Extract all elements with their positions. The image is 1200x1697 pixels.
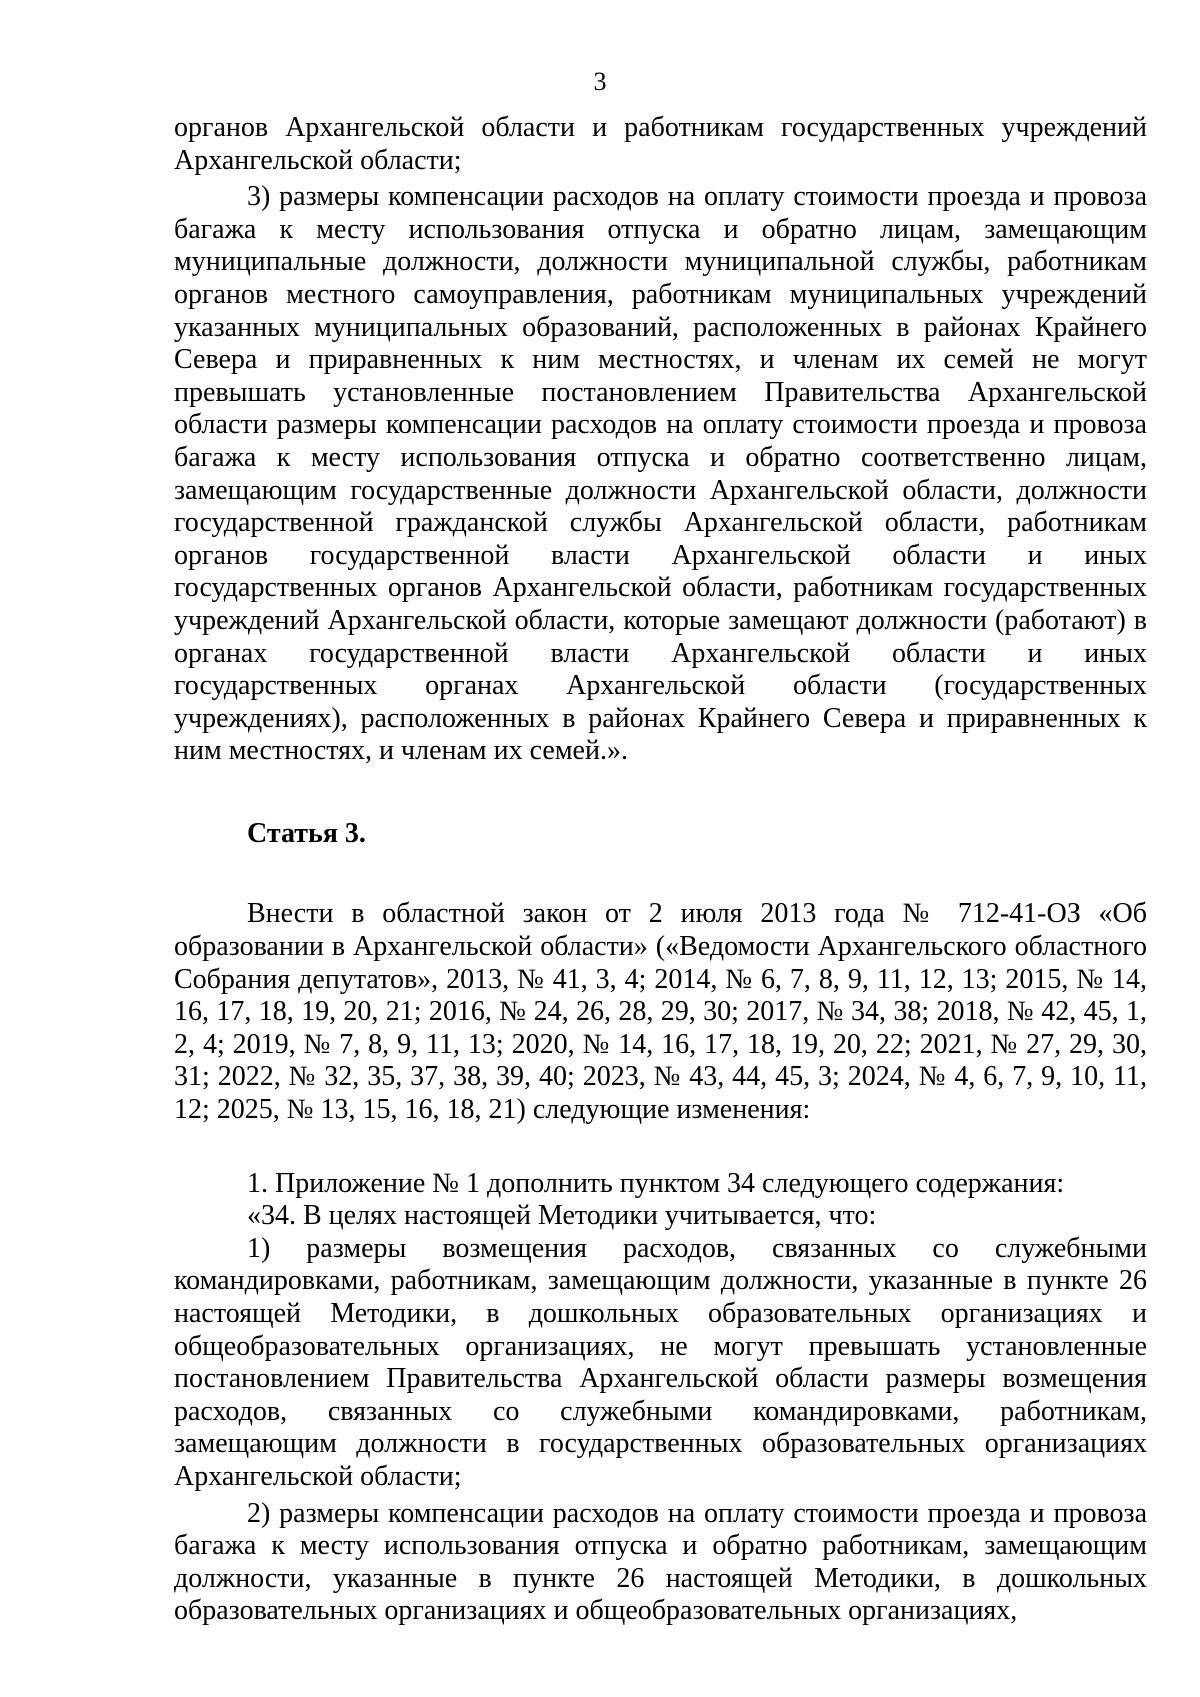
article-title: Статья 3. <box>247 817 366 849</box>
paragraph-subclause-1: 1) размеры возмещения расходов, связанных со служебными командировками, работникам, замещающим должности, указанные в пункте 26 настоящей Методики, в дошкольных образовательных организациях и общеобразовательных организациях, не могут превышать установленные постановлением Правительства Архангельской области размеры возмещения расходов, связанных со служебными командировками, работникам, замещающим должности в государственных образовательных организациях Архангельской области; <box>174 1232 1147 1492</box>
document-body <box>174 112 1147 1628</box>
paragraph-subclause-2: 2) размеры компенсации расходов на оплату стоимости проезда и провоза багажа к месту использования отпуска и обратно работникам, замещающим должности, указанные в пункте 26 настоящей Методики, в дошкольных образовательных организациях и общеобразовательных организациях, <box>174 1497 1147 1627</box>
page-number: 3 <box>593 67 607 96</box>
paragraph-item-3: 3) размеры компенсации расходов на оплату стоимости проезда и провоза багажа к месту использования отпуска и обратно лицам, замещающим муниципальные должности, должности муниципальной службы, работникам органов местного самоуправления, работникам муниципальных учреждений указанных муниципальных образований, расположенных в районах Крайнего Севера и приравненных к ним местностях, и членам их семей не могут превышать установленные постановлением Правительства Архангельской области размеры компенсации расходов на оплату стоимости проезда и провоза багажа к месту использования отпуска и обратно соответственно лицам, замещающим государственные должности Архангельской области, должности государственной гражданской службы Архангельской области, работникам органов государственной власти Архангельской области и иных государственных органов Архангельской области, работникам государственных учреждений Архангельской области, которые замещают должности (работают) в органах государственной власти Архангельской области и иных государственных органах Архангельской области (государственных учреждениях), расположенных в районах Крайнего Севера и приравненных к ним местностях, и членам их семей.». <box>174 181 1147 767</box>
paragraph-clause-34: «34. В целях настоящей Методики учитывается, что: <box>247 1200 877 1232</box>
paragraph-amendment-intro: Внести в областной закон от 2 июля 2013 года № 712-41-ОЗ «Об образовании в Архангельской области» («Ведомости Архангельского областного Собрания депутатов», 2013, № 41, 3, 4; 2014, № 6, 7, 8, 9, 11, 12, 13; 2015, № 14, 16, 17, 18, 19, 20, 21; 2016, № 24, 26, 28, 29, 30; 2017, № 34, 38; 2018, № 42, 45, 1, 2, 4; 2019, № 7, 8, 9, 11, 13; 2020, № 14, 16, 17, 18, 19, 20, 22; 2021, № 27, 29, 30, 31; 2022, № 32, 35, 37, 38, 39, 40; 2023, № 43, 44, 45, 3; 2024, № 4, 6, 7, 9, 10, 11, 12; 2025, № 13, 15, 16, 18, 21) следующие изменения: <box>174 898 1147 1126</box>
paragraph-list-item-1: 1. Приложение № 1 дополнить пунктом 34 следующего содержания: <box>247 1167 1065 1199</box>
paragraph-continuation: органов Архангельской области и работникам государственных учреждений Архангельской области; <box>174 112 1147 176</box>
